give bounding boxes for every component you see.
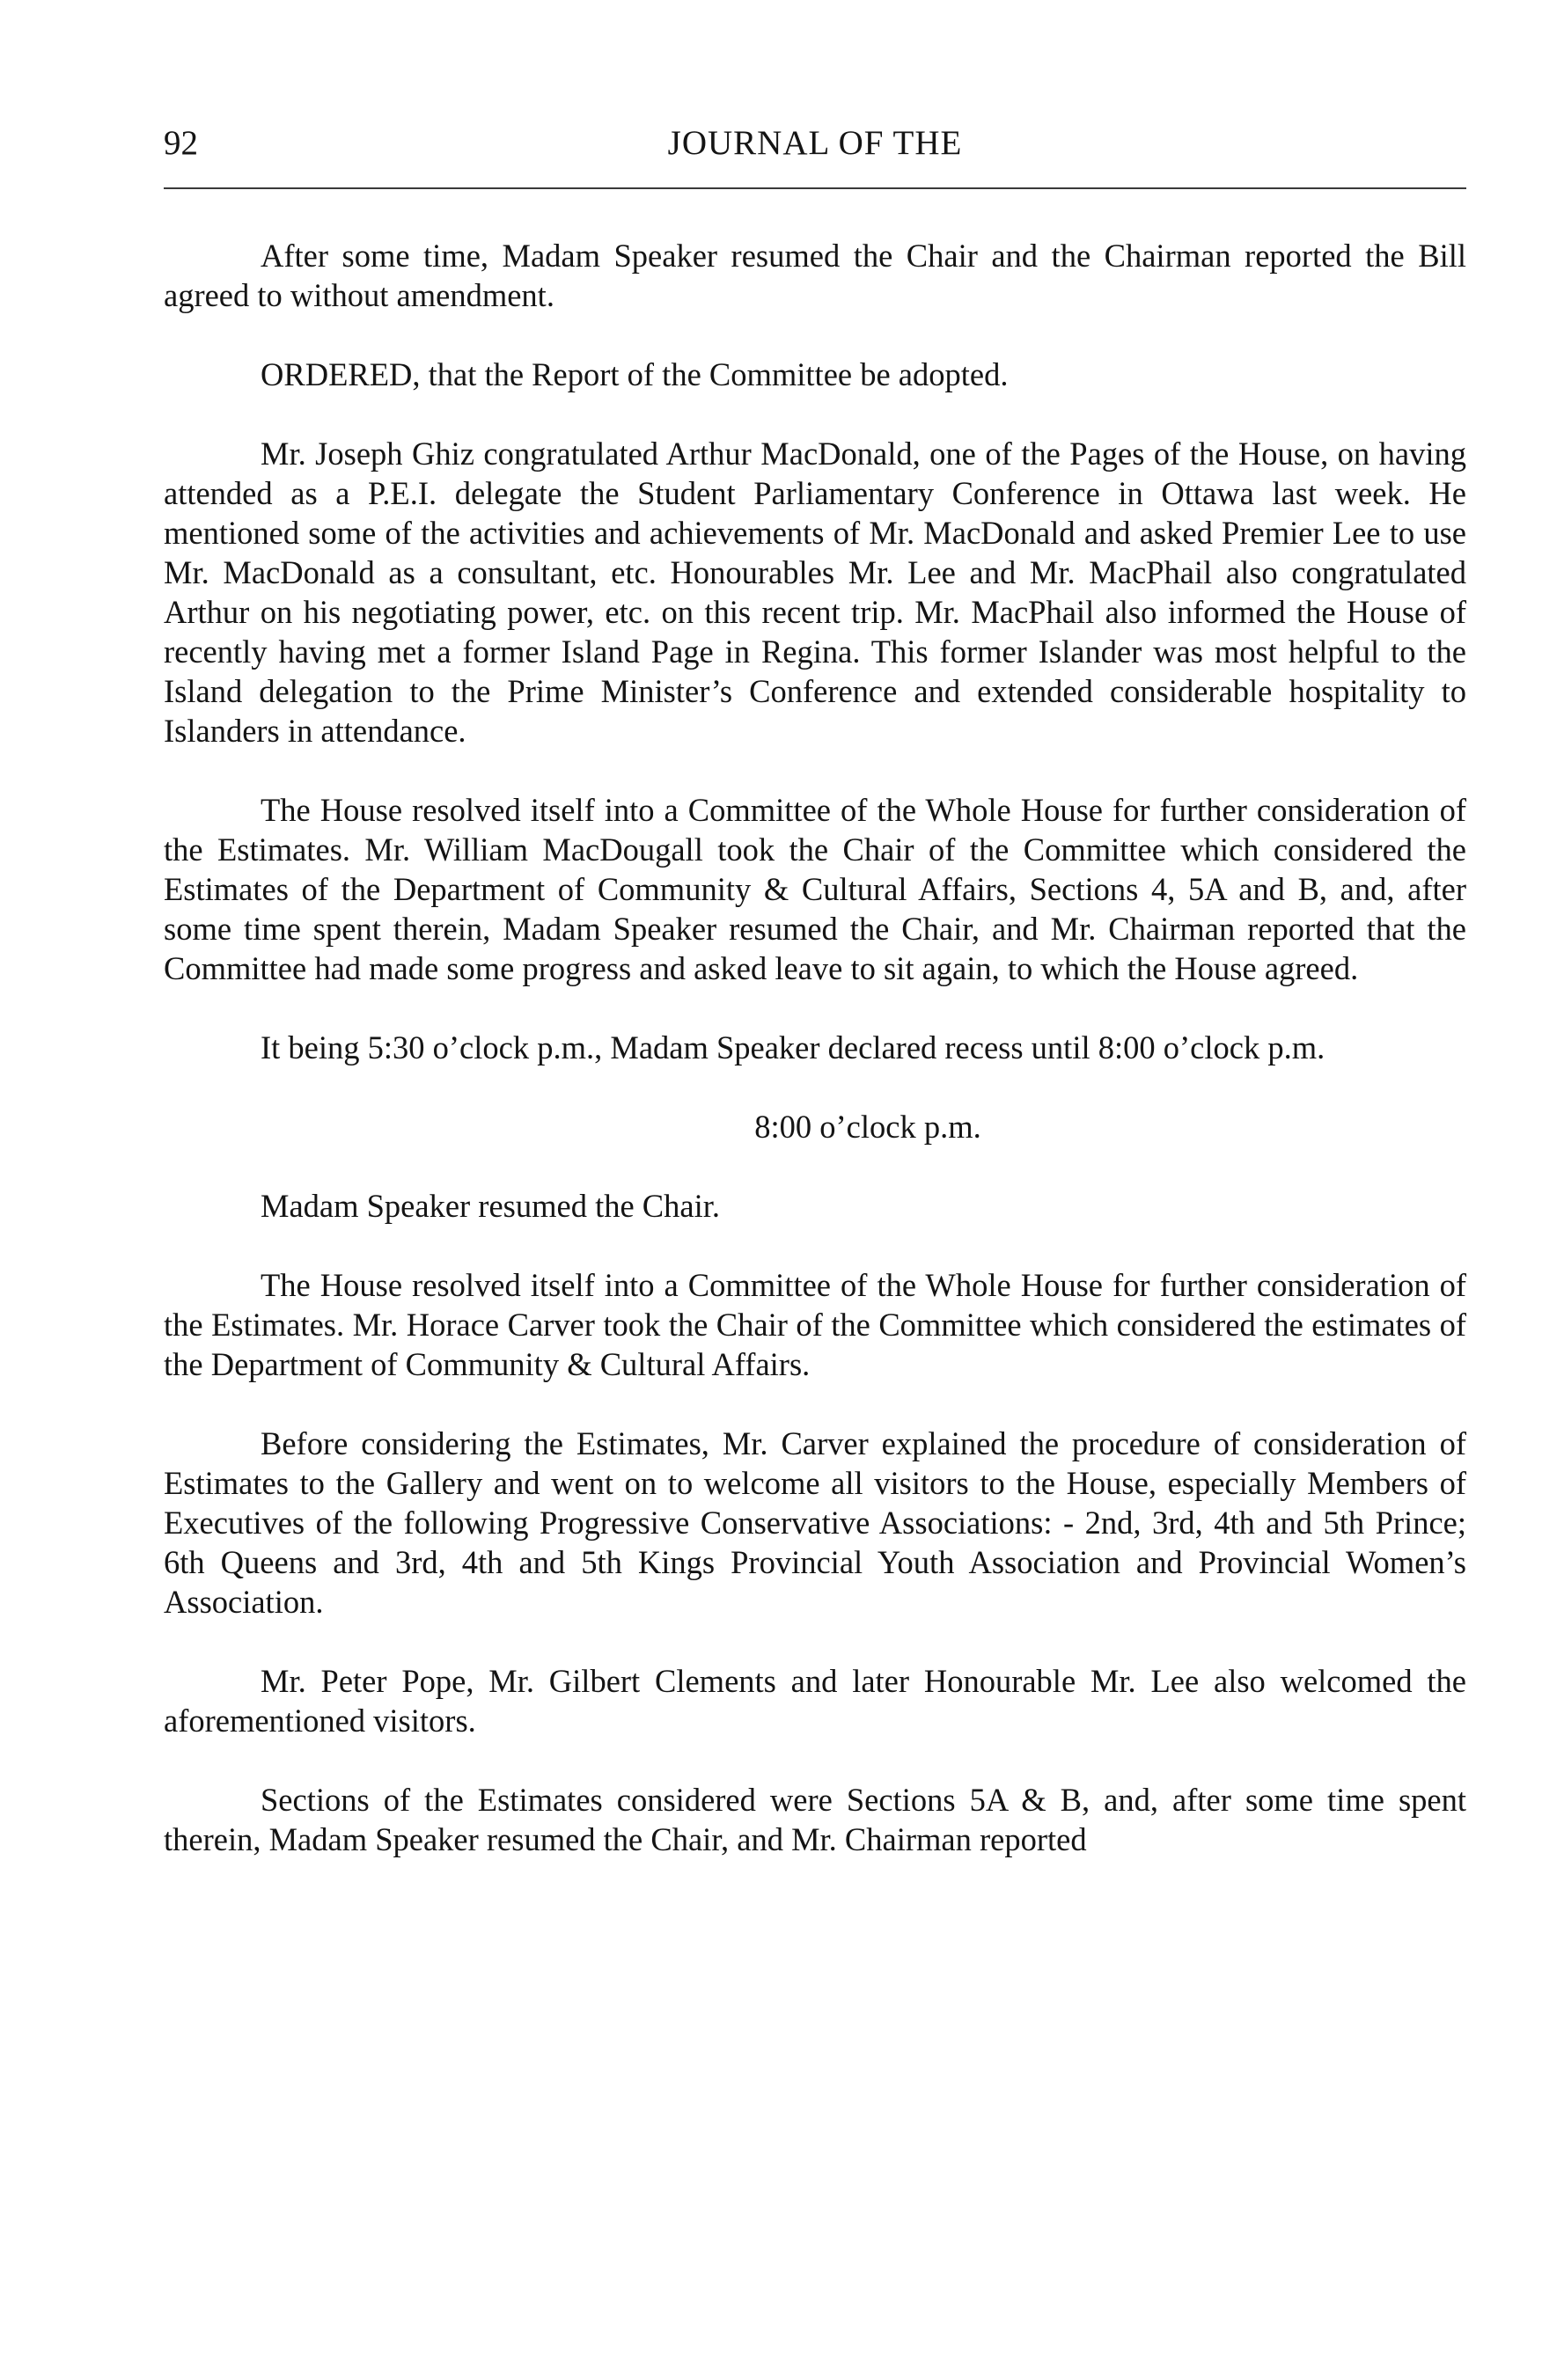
- time-heading: 8:00 o’clock p.m.: [754, 1109, 981, 1145]
- paragraph-recess: It being 5:30 o’clock p.m., Madam Speaker declared recess until 8:00 o’clock p.m.: [261, 1029, 1325, 1066]
- journal-body: [164, 236, 1466, 1859]
- running-head: [164, 121, 1466, 165]
- page-number: 92: [164, 124, 198, 162]
- paragraph-sections-considered: Sections of the Estimates considered were Sections 5A & B, and, after some time spent therein, Madam Speaker resumed the Chair, and Mr. Chairman reported: [164, 1782, 1466, 1857]
- paragraph-report-adopted: ORDERED, that the Report of the Committee be adopted.: [261, 356, 1009, 392]
- paragraph-bill-reported: After some time, Madam Speaker resumed the Chair and the Chairman reported the Bill agreed to without amendment.: [164, 238, 1466, 313]
- paragraph-page-congratulations: Mr. Joseph Ghiz congratulated Arthur MacDonald, one of the Pages of the House, on having attended as a P.E.I. delegate the Student Parliamentary Conference in Ottawa last week. He mentioned some of the activities and achievements of Mr. MacDonald and asked Premier Lee to use Mr. MacDonald as a consultant, etc. Honourables Mr. Lee and Mr. MacPhail also congratulated Arthur on his negotiating power, etc. on this recent trip. Mr. MacPhail also informed the House of recently having met a former Island Page in Regina. This former Islander was most helpful to the Island delegation to the Prime Minister’s Conference and extended considerable hospitality to Islanders in attendance.: [164, 436, 1466, 749]
- paragraph-speaker-resumed: Madam Speaker resumed the Chair.: [261, 1188, 720, 1224]
- paragraph-committee-macdougall: The House resolved itself into a Committee of the Whole House for further consideration of the Estimates. Mr. William MacDougall took the Chair of the Committee which considered the Estimates of the Department of Community & Cultural Affairs, Sections 4, 5A and B, and, after some time spent therein, Madam Speaker resumed the Chair, and Mr. Chairman reported that the Committee had made some progress and asked leave to sit again, to which the House agreed.: [164, 792, 1466, 986]
- paragraph-visitors-welcome: Before considering the Estimates, Mr. Carver explained the procedure of consideration of Estimates to the Gallery and went on to welcome all visitors to the House, especially Members of Executives of the following Progressive Conservative Associations: - 2nd, 3rd, 4th and 5th Prince; 6th Queens and 3rd, 4th and 5th Kings Provincial Youth Association and Provincial Women’s Association.: [164, 1425, 1466, 1620]
- header-rule: [164, 187, 1466, 189]
- paragraph-committee-carver: The House resolved itself into a Committee of the Whole House for further consideration of the Estimates. Mr. Horace Carver took the Chair of the Committee which considered the estimates of the Department of Community & Cultural Affairs.: [164, 1267, 1466, 1382]
- paragraph-members-welcome: Mr. Peter Pope, Mr. Gilbert Clements and later Honourable Mr. Lee also welcomed the aforementioned visitors.: [164, 1663, 1466, 1739]
- journal-title: JOURNAL OF THE: [667, 124, 963, 162]
